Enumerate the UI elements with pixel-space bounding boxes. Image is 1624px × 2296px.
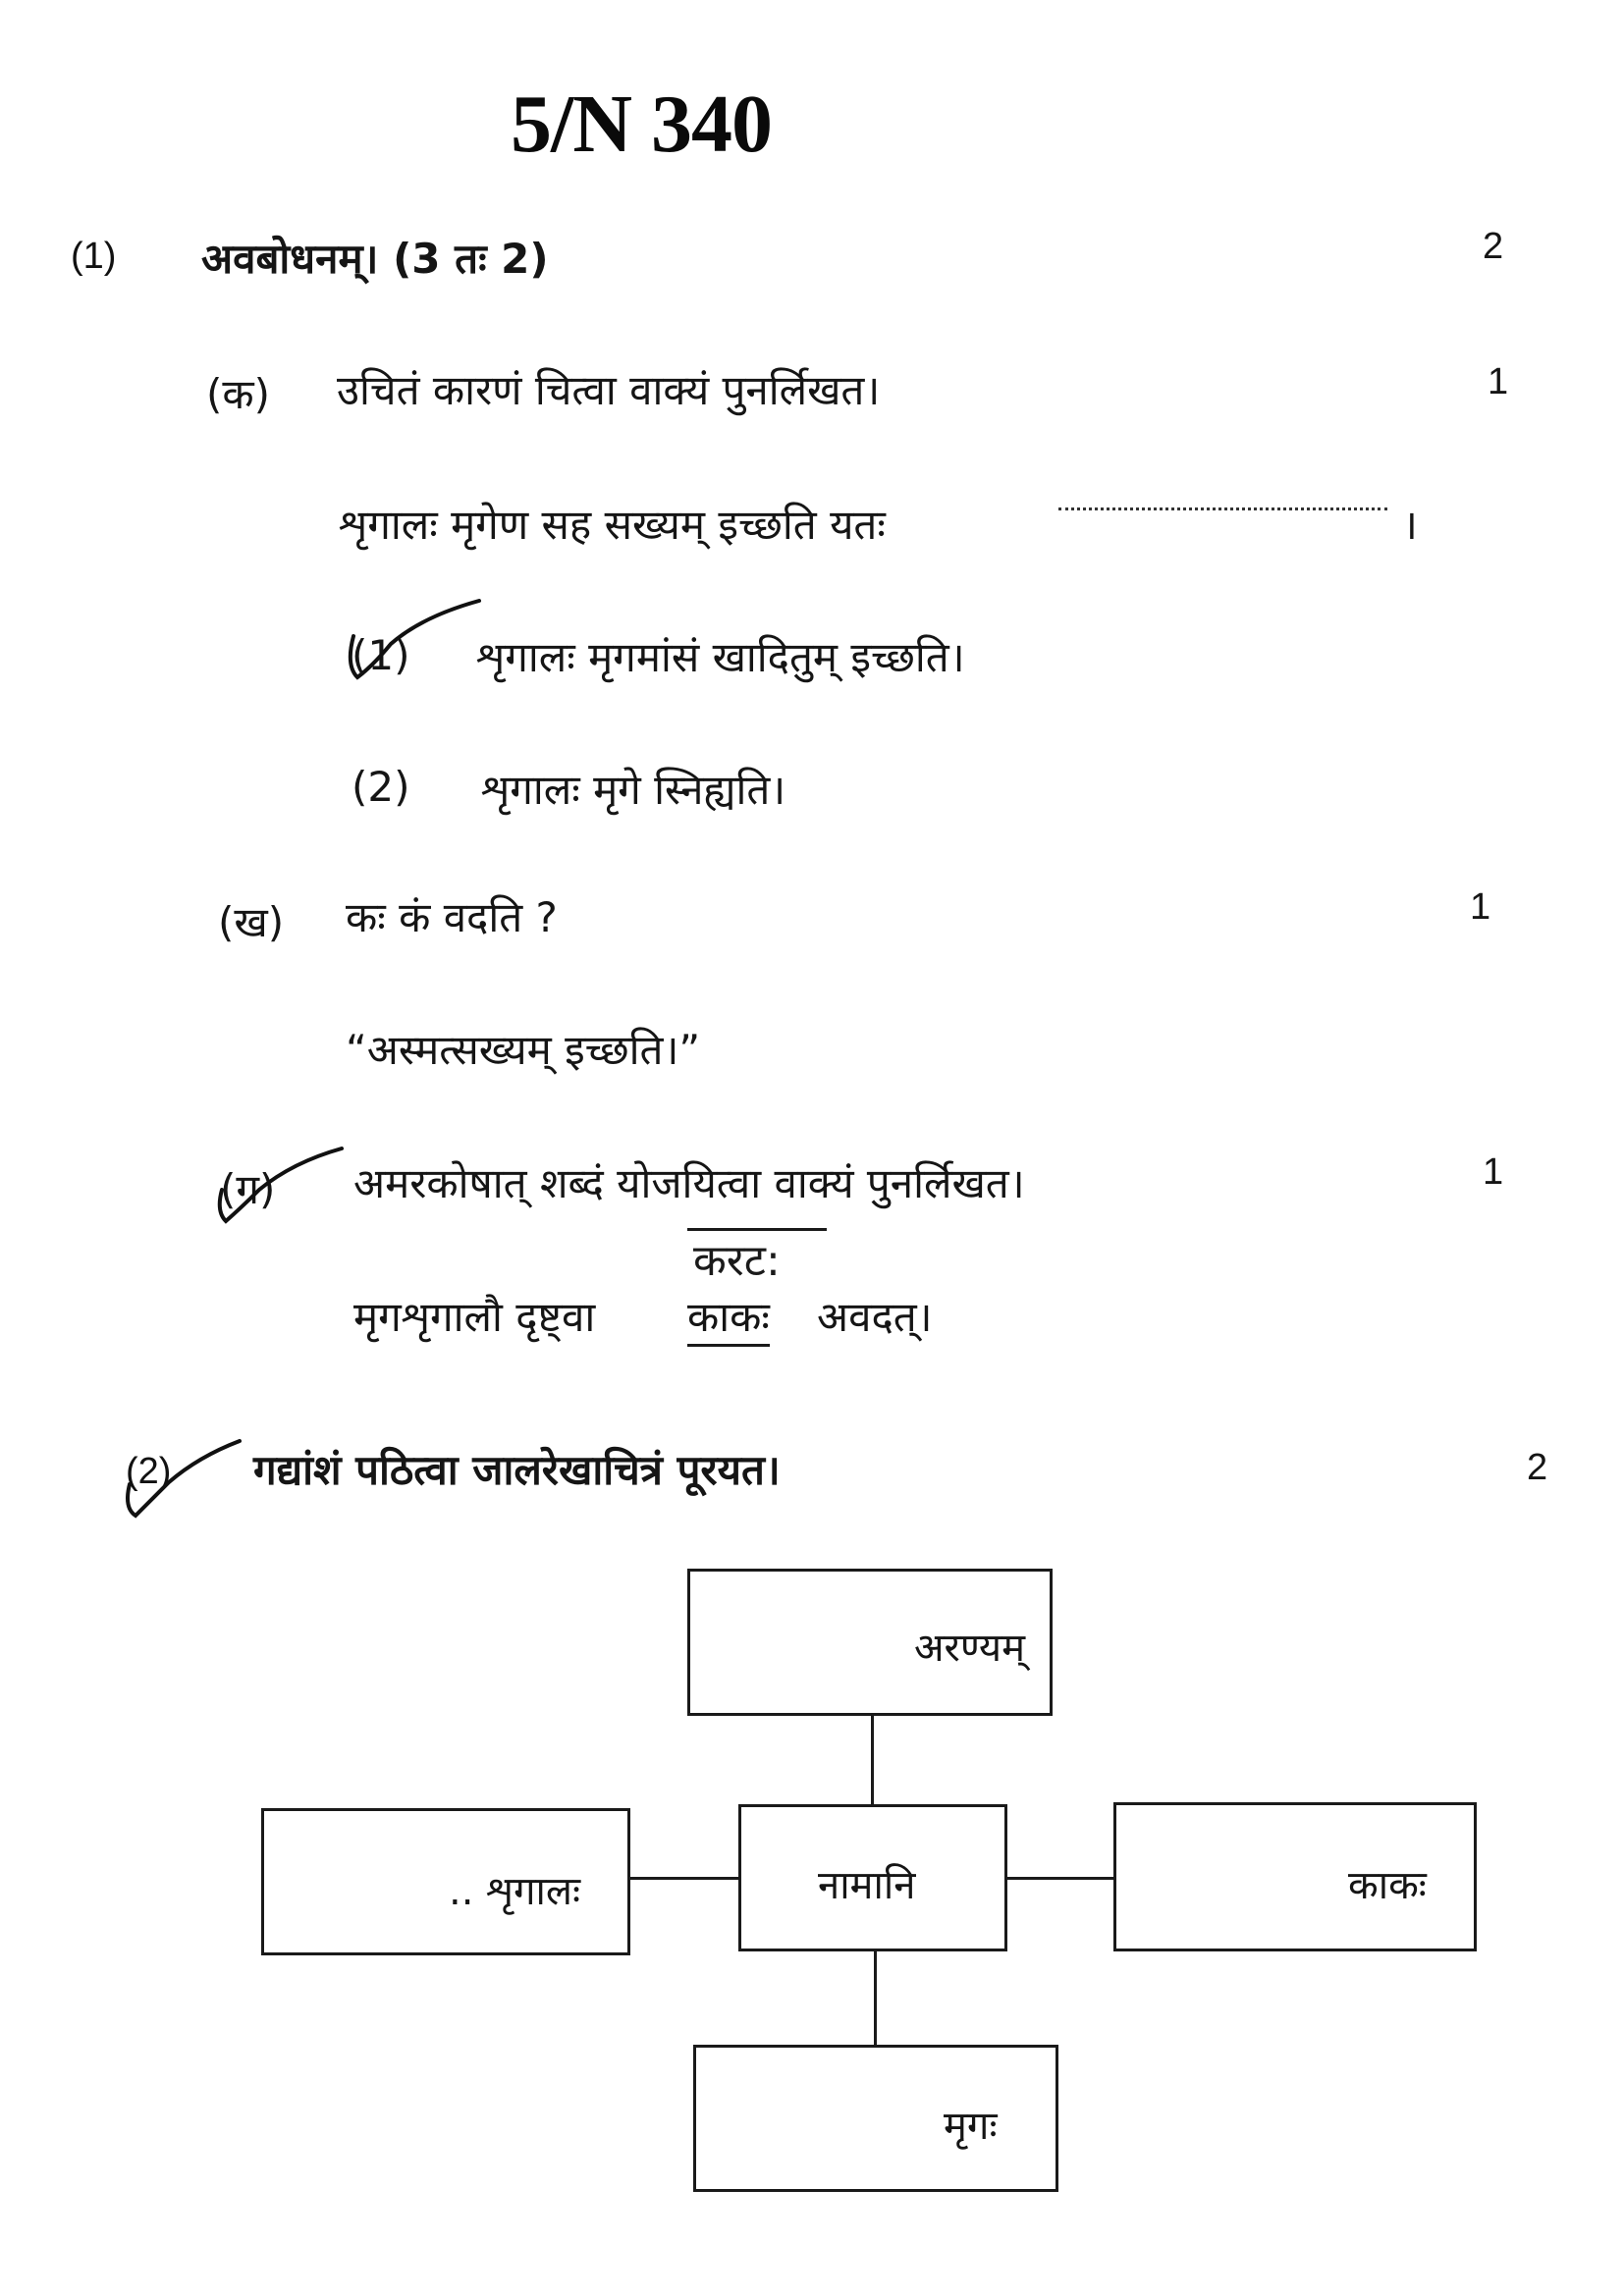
diagram-top-label: अरण्यम् xyxy=(914,1626,1026,1671)
q2-marks: 2 xyxy=(1527,1447,1548,1488)
q1b-label: (ख) xyxy=(218,898,285,946)
q1b-marks: 1 xyxy=(1470,886,1491,928)
connector-left xyxy=(628,1877,741,1880)
q1-heading: अवबोधनम्। (3 तः 2) xyxy=(201,235,549,283)
q2-instruction: गद्यांशं पठित्वा जालरेखाचित्रं पूरयत। xyxy=(253,1446,781,1494)
connector-bottom xyxy=(874,1949,877,2047)
diagram-box-bottom xyxy=(693,2045,1058,2192)
q1c-sentence-key: काकः xyxy=(687,1288,770,1347)
q1a-label: (क) xyxy=(206,370,271,418)
q1b-quote: “अस्मत्सख्यम् इच्छति।” xyxy=(346,1026,701,1074)
connector-right xyxy=(1005,1877,1113,1880)
q1c-instruction: अमरकोषात् शब्दं योजयित्वा वाक्यं पुनर्लिखत। xyxy=(353,1159,1025,1207)
diagram-bottom-label: मृगः xyxy=(944,2104,998,2149)
option-2-label: (2) xyxy=(352,763,410,811)
option-2-text: शृगालः मृगे स्निह्यति। xyxy=(481,766,786,814)
diagram-box-top xyxy=(687,1569,1053,1716)
option-1-label: (1) xyxy=(352,631,410,679)
tick-mark-icon xyxy=(344,597,481,685)
connector-top xyxy=(871,1713,874,1806)
q1c-sentence-post: अवदत्। xyxy=(817,1293,933,1341)
tick-mark-icon xyxy=(216,1147,344,1225)
option-1-text: शृगालः मृगमांसं खादितुम् इच्छति। xyxy=(476,633,965,681)
diagram-box-left xyxy=(261,1808,630,1955)
q1a-marks: 1 xyxy=(1488,361,1509,402)
diagram-center-label: नामानि xyxy=(818,1863,916,1908)
answer-blank xyxy=(1058,507,1387,510)
q1b-instruction: कः कं वदति ? xyxy=(346,893,558,941)
diagram-box-center xyxy=(738,1804,1007,1951)
q1a-instruction: उचितं कारणं चित्वा वाक्यं पुनर्लिखत। xyxy=(337,366,881,414)
diagram-right-label: काकः xyxy=(1348,1863,1427,1908)
q1a-statement-end: । xyxy=(1402,501,1418,549)
diagram-box-right xyxy=(1113,1802,1477,1951)
q1c-marks: 1 xyxy=(1483,1151,1504,1193)
q1c-label: (ग) xyxy=(220,1165,276,1213)
q1-marks: 2 xyxy=(1483,226,1504,267)
handwritten-overline xyxy=(687,1228,827,1231)
q1-number: (1) xyxy=(71,236,117,277)
q1c-sentence-pre: मृगशृगालौ दृष्ट्वा xyxy=(353,1293,596,1341)
paper-code: 5/N 340 xyxy=(511,79,772,170)
q2-number: (2) xyxy=(126,1451,172,1492)
tick-mark-icon xyxy=(124,1439,242,1518)
handwritten-answer: करट: xyxy=(693,1236,781,1286)
q1a-statement: शृगालः मृगेण सह सख्यम् इच्छति यतः xyxy=(339,501,886,549)
diagram-left-label: .. शृगालः xyxy=(449,1869,581,1914)
